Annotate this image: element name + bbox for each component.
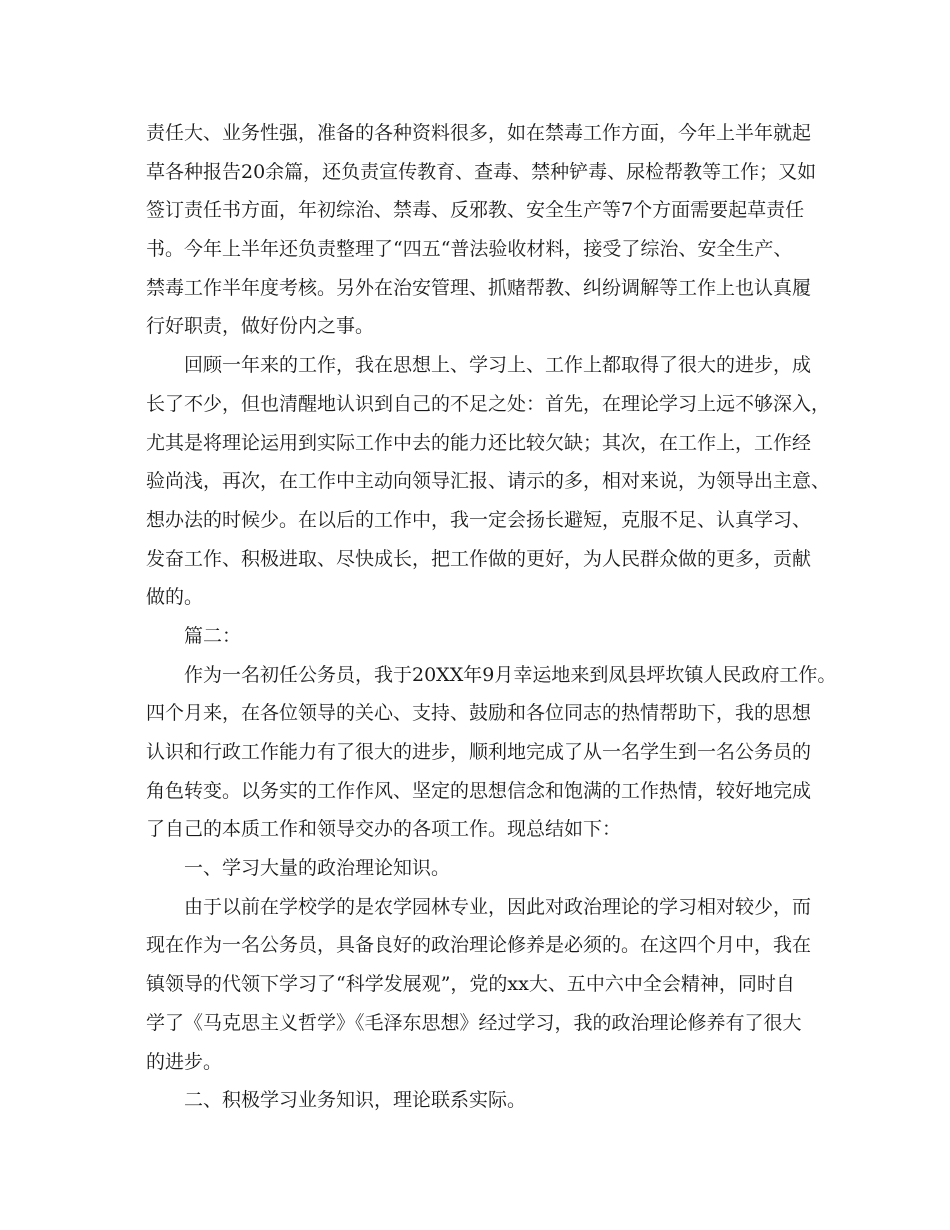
- document-body: [146, 114, 837, 1120]
- text-line: 一、学习大量的政治理论知识。: [184, 857, 451, 880]
- text-line: 作为一名初任公务员，我于20XX年9月幸运地来到凤县坪坎镇人民政府工作。: [184, 663, 837, 686]
- text-line: 由于以前在学校学的是农学园林专业，因此对政治理论的学习相对较少，而: [184, 895, 812, 918]
- text-line: 行好职责，做好份内之事。: [146, 315, 375, 338]
- text-line: 尤其是将理论运用到实际工作中去的能力还比较欠缺；其次，在工作上，工作经: [146, 431, 812, 454]
- text-line: 回顾一年来的工作，我在思想上、学习上、工作上都取得了很大的进步，成: [184, 354, 812, 377]
- text-line: 篇二：: [184, 624, 242, 647]
- text-line: 长了不少，但也清醒地认识到自己的不足之处：首先，在理论学习上远不够深入，: [146, 392, 831, 415]
- text-line: 禁毒工作半年度考核。另外在治安管理、抓赌帮教、纠纷调解等工作上也认真履: [146, 276, 812, 299]
- text-line: 了自己的本质工作和领导交办的各项工作。现总结如下：: [146, 818, 622, 841]
- text-line: 书。今年上半年还负责整理了“四五“普法验收材料，接受了综治、安全生产、: [146, 238, 793, 261]
- text-line: 草各种报告20余篇，还负责宣传教育、查毒、禁种铲毒、尿检帮教等工作；又如: [146, 160, 817, 183]
- text-line: 想办法的时候少。在以后的工作中，我一定会扬长避短，克服不足、认真学习、: [146, 508, 812, 531]
- text-line: 发奋工作、积极进取、尽快成长，把工作做的更好，为人民群众做的更多，贡献: [146, 547, 812, 570]
- text-line: 现在作为一名公务员，具备良好的政治理论修养是必须的。在这四个月中，我在: [146, 934, 812, 957]
- text-line: 做的。: [146, 586, 204, 609]
- text-line: 学了《马克思主义哲学》《毛泽东思想》经过学习，我的政治理论修养有了很大: [146, 1011, 802, 1034]
- text-line: 验尚浅，再次，在工作中主动向领导汇报、请示的多，相对来说，为领导出主意、: [146, 470, 831, 493]
- text-line: 的进步。: [146, 1050, 223, 1073]
- text-line: 责任大、业务性强，准备的各种资料很多，如在禁毒工作方面，今年上半年就起: [146, 122, 812, 144]
- text-line: 认识和行政工作能力有了很大的进步，顺利地完成了从一名学生到一名公务员的: [146, 741, 812, 763]
- text-line: 镇领导的代领下学习了“科学发展观”，党的xx大、五中六中全会精神，同时自: [146, 973, 795, 996]
- text-line: 角色转变。以务实的工作作风、坚定的思想信念和饱满的工作热情，较好地完成: [146, 779, 812, 802]
- text-line: 四个月来，在各位领导的关心、支持、鼓励和各位同志的热情帮助下，我的思想: [146, 702, 812, 725]
- text-line: 二、积极学习业务知识，理论联系实际。: [184, 1089, 527, 1112]
- text-line: 签订责任书方面，年初综治、禁毒、反邪教、安全生产等7个方面需要起草责任: [146, 199, 805, 222]
